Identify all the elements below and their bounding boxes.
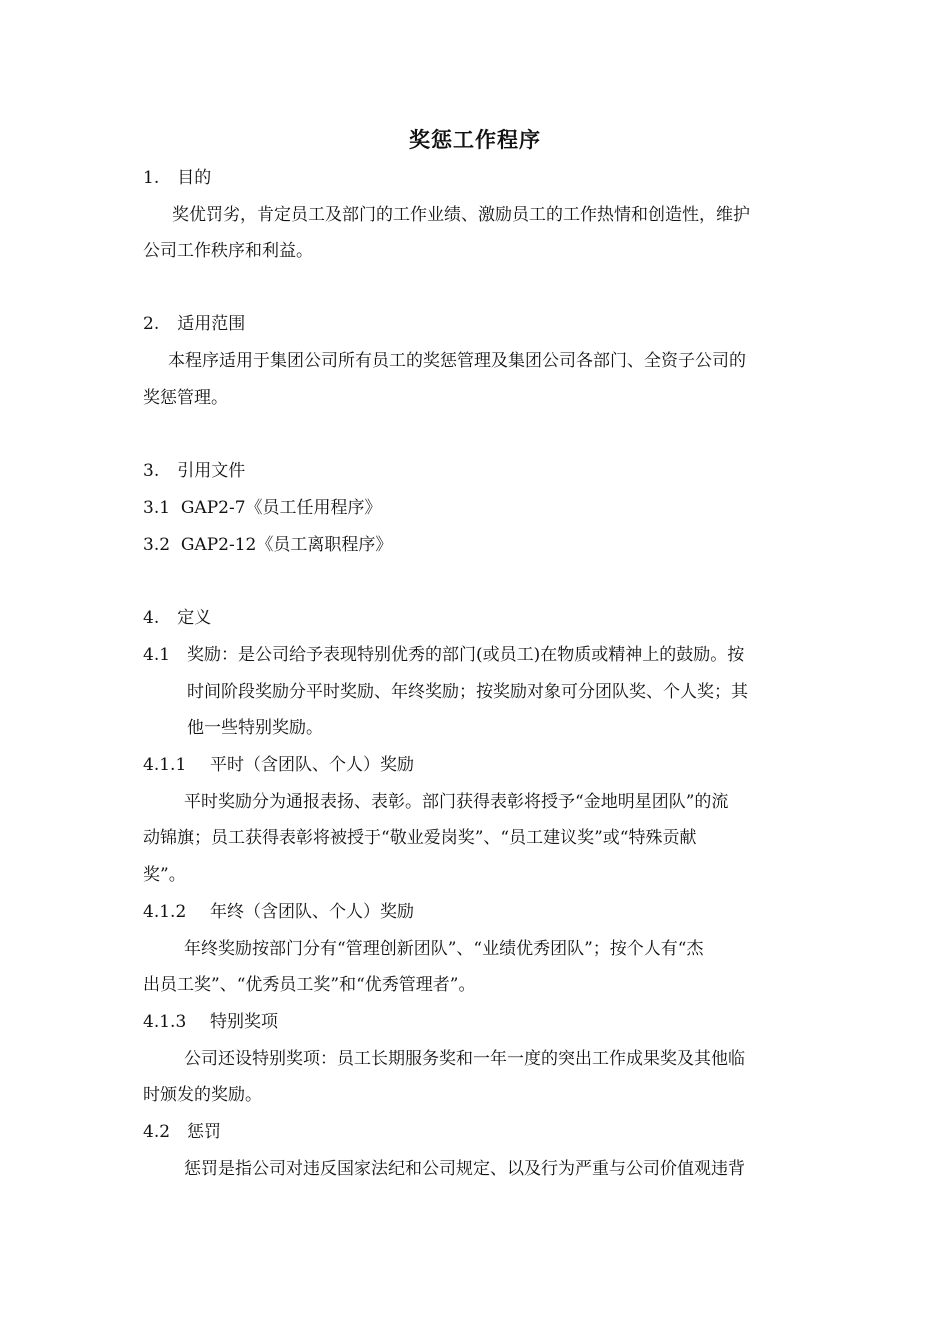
subsection-4-1-2-line-1: 年终奖励按部门分有“管理创新团队”、“业绩优秀团队”；按个人有“杰 [184,939,704,959]
reference-item-1: 3.1 GAP2-7《员工任用程序》 [143,498,382,518]
subsection-4-1-line-2: 时间阶段奖励分平时奖励、年终奖励；按奖励对象可分团队奖、个人奖；其 [187,682,748,702]
section-3-heading [143,459,245,483]
subsection-4-1-3-line-1: 公司还设特别奖项：员工长期服务奖和一年一度的突出工作成果奖及其他临 [184,1049,745,1069]
section-number: 4. [143,608,160,628]
subsection-4-1-1-line-3: 奖”。 [143,865,186,885]
subsection-4-1-3-heading: 特别奖项 [210,1012,278,1032]
section-4-heading [143,606,211,630]
section-title: 定义 [177,608,212,628]
subsection-4-1-3-number: 4.1.3 [143,1012,187,1032]
section-title: 适用范围 [177,314,246,334]
subsection-4-1-line-3: 他一些特别奖励。 [187,718,323,738]
section-number: 2. [143,314,160,334]
section-1-heading [143,166,211,190]
subsection-4-2-line-1: 惩罚是指公司对违反国家法纪和公司规定、以及行为严重与公司价值观违背 [184,1159,745,1179]
section-2-paragraph-line-1: 本程序适用于集团公司所有员工的奖惩管理及集团公司各部门、全资子公司的 [168,351,746,371]
subsection-4-1-line-1: 奖励：是公司给予表现特别优秀的部门(或员工)在物质或精神上的鼓励。按 [187,645,745,665]
section-number: 3. [143,461,160,481]
section-2-heading [143,312,245,336]
section-title: 目的 [177,168,212,188]
reference-item-2: 3.2 GAP2-12《员工离职程序》 [143,535,393,555]
section-1-paragraph-line-1: 奖优罚劣，肯定员工及部门的工作业绩、激励员工的工作热情和创造性，维护 [172,205,750,225]
section-2-paragraph-line-2: 奖惩管理。 [143,388,228,408]
document-title: 奖惩工作程序 [409,128,541,152]
subsection-4-1-2-line-2: 出员工奖”、“优秀员工奖”和“优秀管理者”。 [143,975,476,995]
subsection-4-2-heading: 惩罚 [187,1122,221,1142]
subsection-4-2-number: 4.2 [143,1122,171,1142]
subsection-4-1-1-number: 4.1.1 [143,755,187,775]
subsection-4-1-2-number: 4.1.2 [143,902,187,922]
subsection-4-1-number: 4.1 [143,645,171,665]
section-1-paragraph-line-2: 公司工作秩序和利益。 [143,241,313,261]
subsection-4-1-1-line-1: 平时奖励分为通报表扬、表彰。部门获得表彰将授予“金地明星团队”的流 [184,792,729,812]
subsection-4-1-2-heading: 年终（含团队、个人）奖励 [210,902,414,922]
section-title: 引用文件 [177,461,246,481]
subsection-4-1-3-line-2: 时颁发的奖励。 [143,1085,262,1105]
section-number: 1. [143,168,160,188]
subsection-4-1-1-line-2: 动锦旗；员工获得表彰将被授于“敬业爱岗奖”、“员工建议奖”或“特殊贡献 [143,828,697,848]
subsection-4-1-1-heading: 平时（含团队、个人）奖励 [210,755,414,775]
